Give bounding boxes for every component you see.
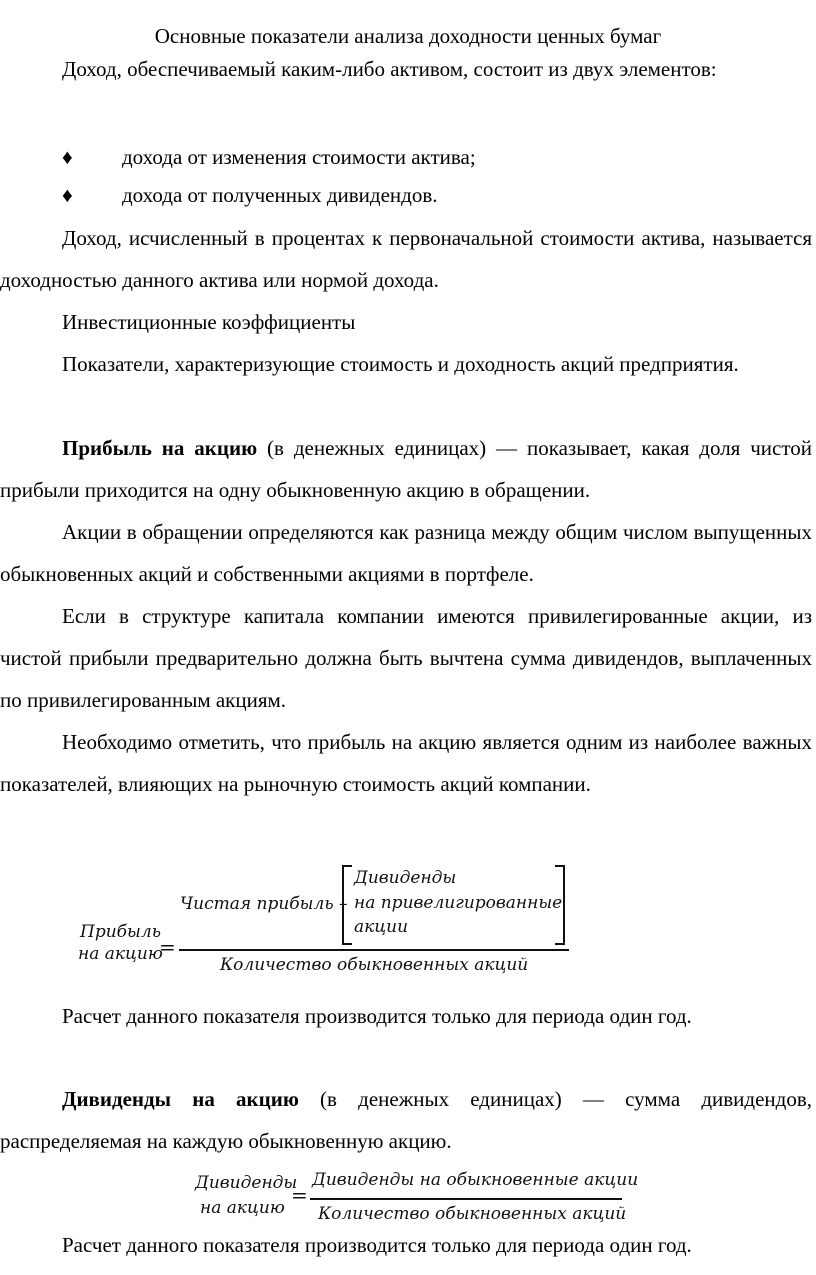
formula-lhs: на акцию bbox=[200, 1198, 285, 1218]
paragraph-income-elements: Доход, обеспечиваемый каким-либо активом, состоит из двух элементов: bbox=[62, 57, 717, 81]
term-dps: Дивиденды на акцию bbox=[62, 1087, 299, 1111]
formula-denominator: Количество обыкновенных акций bbox=[318, 1204, 627, 1224]
term-eps: Прибыль на акцию bbox=[62, 436, 258, 460]
bullet-text: дохода от полученных дивидендов. bbox=[122, 183, 438, 207]
bracket-line: Дивиденды bbox=[354, 868, 457, 888]
paragraph-indicators: Показатели, характеризующие стоимость и доходность акций предприятия. bbox=[62, 352, 739, 376]
formula-lhs: на акцию bbox=[78, 944, 163, 964]
bracket-line: акции bbox=[354, 917, 409, 937]
bullet-text: дохода от изменения стоимости актива; bbox=[122, 145, 476, 169]
paragraph-period-note-2: Расчет данного показателя производится только для периода один год. bbox=[62, 1233, 692, 1257]
equals-sign: = bbox=[159, 935, 176, 959]
formula-lhs: Дивиденды bbox=[195, 1173, 298, 1193]
paragraph-investment-ratios: Инвестиционные коэффициенты bbox=[62, 310, 356, 334]
bracket-line: на привелигированные bbox=[354, 893, 563, 913]
diamond-bullet-icon: ♦ bbox=[62, 145, 73, 169]
paragraph-shares-outstanding: Акции в обращении определяются как разница между общим числом выпущенных обыкновенных акций и собственными акциями в портфеле. bbox=[0, 520, 812, 586]
formula-lhs: Прибыль bbox=[80, 922, 161, 942]
fraction-bar bbox=[310, 1198, 622, 1200]
paragraph-eps: Прибыль на акцию (в денежных единицах) — показывает, какая доля чистой прибыли приходится на одну обыкновенную акцию в обращении. bbox=[0, 436, 812, 502]
diamond-bullet-icon: ♦ bbox=[62, 183, 73, 207]
paragraph-eps-importance: Необходимо отметить, что прибыль на акцию является одним из наиболее важных показателей, влияющих на рыночную стоимость акций компании. bbox=[0, 730, 812, 796]
formula-denominator: Количество обыкновенных акций bbox=[220, 955, 529, 975]
document-title: Основные показатели анализа доходности ценных бумаг bbox=[154, 24, 662, 48]
equals-sign: = bbox=[291, 1183, 308, 1207]
paragraph-yield-definition: Доход, исчисленный в процентах к первоначальной стоимости актива, называется доходностью данного актива или нормой дохода. bbox=[0, 226, 812, 292]
paragraph-dps: Дивиденды на акцию (в денежных единицах) — сумма дивидендов, распределяемая на каждую обыкновенную акцию. bbox=[0, 1087, 812, 1153]
formula-numerator: Дивиденды на обыкновенные акции bbox=[312, 1170, 639, 1190]
paragraph-preferred-shares: Если в структуре капитала компании имеются привилегированные акции, из чистой прибыли предварительно должна быть вычтена сумма дивидендов, выплаченных по привилегированным акциям. bbox=[0, 604, 812, 712]
paragraph-period-note: Расчет данного показателя производится только для периода один год. bbox=[62, 1004, 692, 1028]
formula-numerator: Чистая прибыль – bbox=[180, 894, 348, 914]
